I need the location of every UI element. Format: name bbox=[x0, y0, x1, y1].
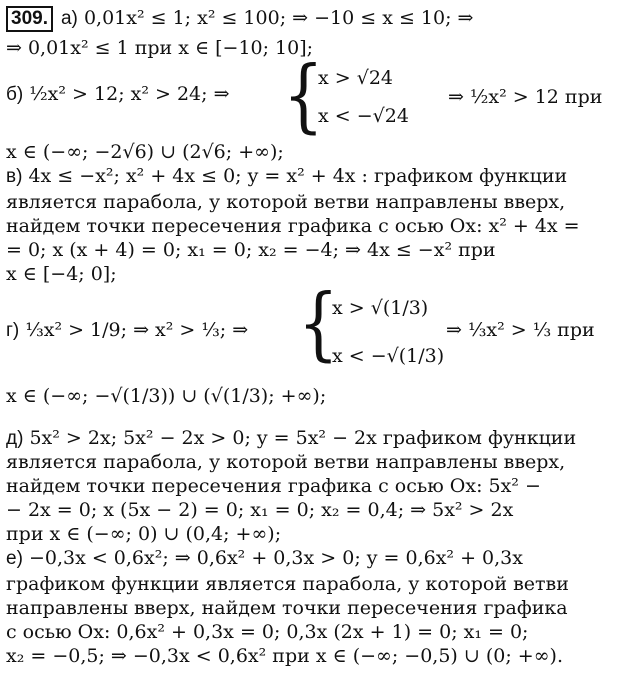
part-e-line-2: графиком функции является парабола, у которой ветви bbox=[6, 573, 569, 595]
part-v-text-1: 4x ≤ −x²; x² + 4x ≤ 0; y = x² + 4x : графиком функции bbox=[28, 165, 568, 187]
part-g-text-1: ⅓x² > 1/9; ⇒ x² > ⅓; ⇒ bbox=[25, 319, 249, 341]
part-v-line-1 bbox=[6, 164, 624, 189]
part-a-line-2: ⇒ 0,01x² ≤ 1 при x ∈ [−10; 10]; bbox=[6, 37, 314, 59]
part-v-line-5: x ∈ [−4; 0]; bbox=[6, 263, 117, 285]
part-b-label: б) bbox=[6, 84, 24, 105]
part-d-line-1 bbox=[6, 426, 624, 451]
part-v-line-2: является парабола, у которой ветви направлены вверх, bbox=[6, 191, 566, 213]
part-g-label: г) bbox=[6, 320, 20, 341]
part-g-line-2: x ∈ (−∞; −√(1/3)) ∪ (√(1/3); +∞); bbox=[6, 385, 327, 407]
part-d-line-5: при x ∈ (−∞; 0) ∪ (0,4; +∞); bbox=[6, 523, 282, 545]
part-a-label: а) bbox=[60, 8, 78, 29]
part-b-system-1: x > √24 bbox=[318, 67, 393, 89]
part-v-label: в) bbox=[6, 166, 23, 187]
part-b-line-2: x ∈ (−∞; −2√6) ∪ (2√6; +∞); bbox=[6, 141, 284, 163]
part-e-line-4: с осью Ox: 0,6x² + 0,3x = 0; 0,3x (2x + 1) = 0; x₁ = 0; bbox=[6, 621, 529, 643]
part-e-line-1 bbox=[6, 546, 624, 571]
part-d-label: д) bbox=[6, 428, 24, 449]
part-d-text-1: 5x² > 2x; 5x² − 2x > 0; y = 5x² − 2x графиком функции bbox=[29, 427, 577, 449]
part-g-system-1: x > √(1/3) bbox=[332, 297, 429, 319]
part-g-brace: { bbox=[298, 277, 339, 371]
part-g-system-2: x < −√(1/3) bbox=[332, 345, 445, 367]
part-d-line-3: найдем точки пересечения графика с осью Ox: 5x² − bbox=[6, 475, 541, 497]
part-d-line-2: является парабола, у которой ветви направлены вверх, bbox=[6, 451, 566, 473]
part-b-conclusion: ⇒ ½x² > 12 при bbox=[448, 86, 603, 108]
part-d-line-4: − 2x = 0; x (5x − 2) = 0; x₁ = 0; x₂ = 0,4; ⇒ 5x² > 2x bbox=[6, 499, 514, 521]
part-b-system-2: x < −√24 bbox=[318, 105, 409, 127]
part-e-line-3: направлены вверх, найдем точки пересечения графика bbox=[6, 597, 568, 619]
part-a-line-1 bbox=[6, 6, 624, 32]
part-e-line-5: x₂ = −0,5; ⇒ −0,3x < 0,6x² при x ∈ (−∞; −0,5) ∪ (0; +∞). bbox=[6, 645, 563, 667]
part-e-text-1: −0,3x < 0,6x²; ⇒ 0,6x² + 0,3x > 0; y = 0,6x² + 0,3x bbox=[28, 547, 523, 569]
part-v-line-3: найдем точки пересечения графика с осью Ox: x² + 4x = bbox=[6, 215, 580, 237]
part-g-conclusion: ⇒ ⅓x² > ⅓ при bbox=[446, 319, 595, 341]
part-e-label: е) bbox=[6, 548, 23, 569]
part-a-text-1: 0,01x² ≤ 1; x² ≤ 100; ⇒ −10 ≤ x ≤ 10; ⇒ bbox=[83, 7, 474, 29]
problem-number: 309. bbox=[6, 6, 53, 32]
part-b-text-1: ½x² > 12; x² > 24; ⇒ bbox=[29, 83, 230, 105]
part-b-brace: { bbox=[283, 49, 324, 143]
part-v-line-4: = 0; x (x + 4) = 0; x₁ = 0; x₂ = −4; ⇒ 4x ≤ −x² при bbox=[6, 239, 496, 261]
